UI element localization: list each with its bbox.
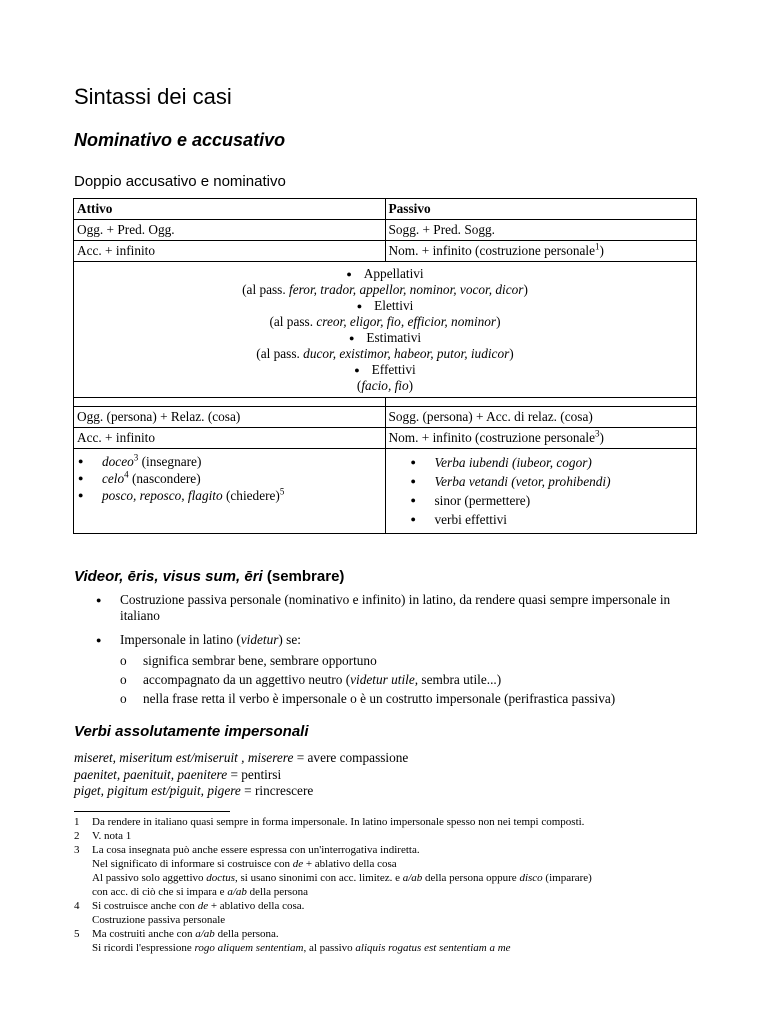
table-cell: Ogg. (persona) + Relaz. (cosa) (74, 407, 386, 428)
group-elettivi-verbs: (al pass. creor, eligor, fio, efficior, nominor) (269, 314, 501, 329)
bullet-icon: ● (356, 301, 363, 311)
footnote-1: 1 Da rendere in italiano quasi sempre in forma impersonale. In latino impersonale spesso non nei tempi composti. (74, 816, 585, 828)
table-cell: Sogg. (persona) + Acc. di relaz. (cosa) (385, 407, 697, 428)
circle-bullet-icon: o (120, 691, 127, 706)
list-item: ● sinor (permettere) (435, 491, 694, 510)
table-cell: Acc. + infinito (74, 428, 386, 449)
header-attivo: Attivo (74, 199, 386, 220)
footnote-divider (74, 811, 230, 812)
videor-heading: Videor, ēris, visus sum, ēri (sembrare) (74, 568, 345, 585)
footnote-4: 4 Si costruisce anche con de + ablativo della cosa. (74, 900, 305, 912)
list-item: ● doceo$^3$ (insegnare) (102, 453, 382, 470)
list-item: ● posco, reposco, flagito (chiedere)$^5$ (102, 487, 382, 504)
header-passivo: Passivo (385, 199, 697, 220)
table-row (74, 407, 697, 428)
right-verb-list-cell (385, 449, 697, 534)
verbi-line: paenitet, paenituit, paenitere = pentirsi (74, 767, 282, 782)
list-item: ● celo$^4$ (nascondere) (102, 470, 382, 487)
group-effettivi: ● Effettivi (354, 362, 416, 377)
right-verb-list (389, 451, 694, 531)
group-appellativi-verbs: (al pass. feror, trador, appellor, nominor, vocor, dicor) (242, 282, 528, 297)
verb-groups-row (74, 262, 697, 398)
bullet-icon: ● (346, 269, 352, 279)
list-item: ● Verba vetandi (vetor, prohibendi) (435, 472, 694, 491)
bullet-icon: ● (354, 365, 360, 375)
section-heading: Doppio accusativo e nominativo (74, 173, 286, 190)
group-estimativi-verbs: (al pass. ducor, existimor, habeor, putor, iudicor) (256, 346, 514, 361)
table-cell: Nom. + infinito (costruzione personale$^3$) (385, 428, 697, 449)
group-appellativi: ● Appellativi (346, 266, 424, 281)
subtitle: Nominativo e accusativo (74, 130, 286, 150)
verb-groups-cell (74, 262, 697, 398)
left-verb-list-cell (74, 449, 386, 534)
table-cell: Nom. + infinito (costruzione personale$^1$) (385, 241, 697, 262)
verbi-line: miseret, miseritum est/miseruit , miserere = avere compassione (74, 750, 409, 765)
table-cell: Acc. + infinito (74, 241, 386, 262)
group-effettivi-verbs: (facio, fio) (356, 378, 414, 393)
bullet-icon: ● (96, 595, 102, 605)
footnote-2: 2 V. nota 1 (74, 830, 132, 842)
cases-table (73, 198, 697, 534)
group-elettivi: ● Elettivi (356, 298, 414, 313)
table-row (74, 449, 697, 534)
table-row (74, 241, 697, 262)
bullet-icon: ● (96, 635, 102, 645)
footnote-3: 3 La cosa insegnata può anche essere espressa con un'interrogativa indiretta. (74, 844, 420, 856)
table-row (74, 220, 697, 241)
group-estimativi: ● Estimativi (348, 330, 422, 345)
circle-bullet-icon: o (120, 672, 127, 687)
list-item: ● verbi effettivi (435, 510, 694, 529)
page-title: Sintassi dei casi (74, 84, 232, 109)
table-row (74, 428, 697, 449)
table-header-row (74, 199, 697, 220)
verbi-heading: Verbi assolutamente impersonali (74, 723, 309, 740)
spacer-row (74, 398, 697, 407)
bullet-icon: ● (348, 333, 355, 343)
table-cell: Ogg. + Pred. Ogg. (74, 220, 386, 241)
table-cell: Sogg. + Pred. Sogg. (385, 220, 697, 241)
circle-bullet-icon: o (120, 653, 127, 668)
list-item: ● Verba iubendi (iubeor, cogor) (435, 453, 694, 472)
verbi-line: piget, pigitum est/piguit, pigere = rincrescere (74, 783, 314, 798)
left-verb-list (77, 451, 382, 506)
footnote-5: 5 Ma costruiti anche con a/ab della persona. (74, 928, 279, 940)
